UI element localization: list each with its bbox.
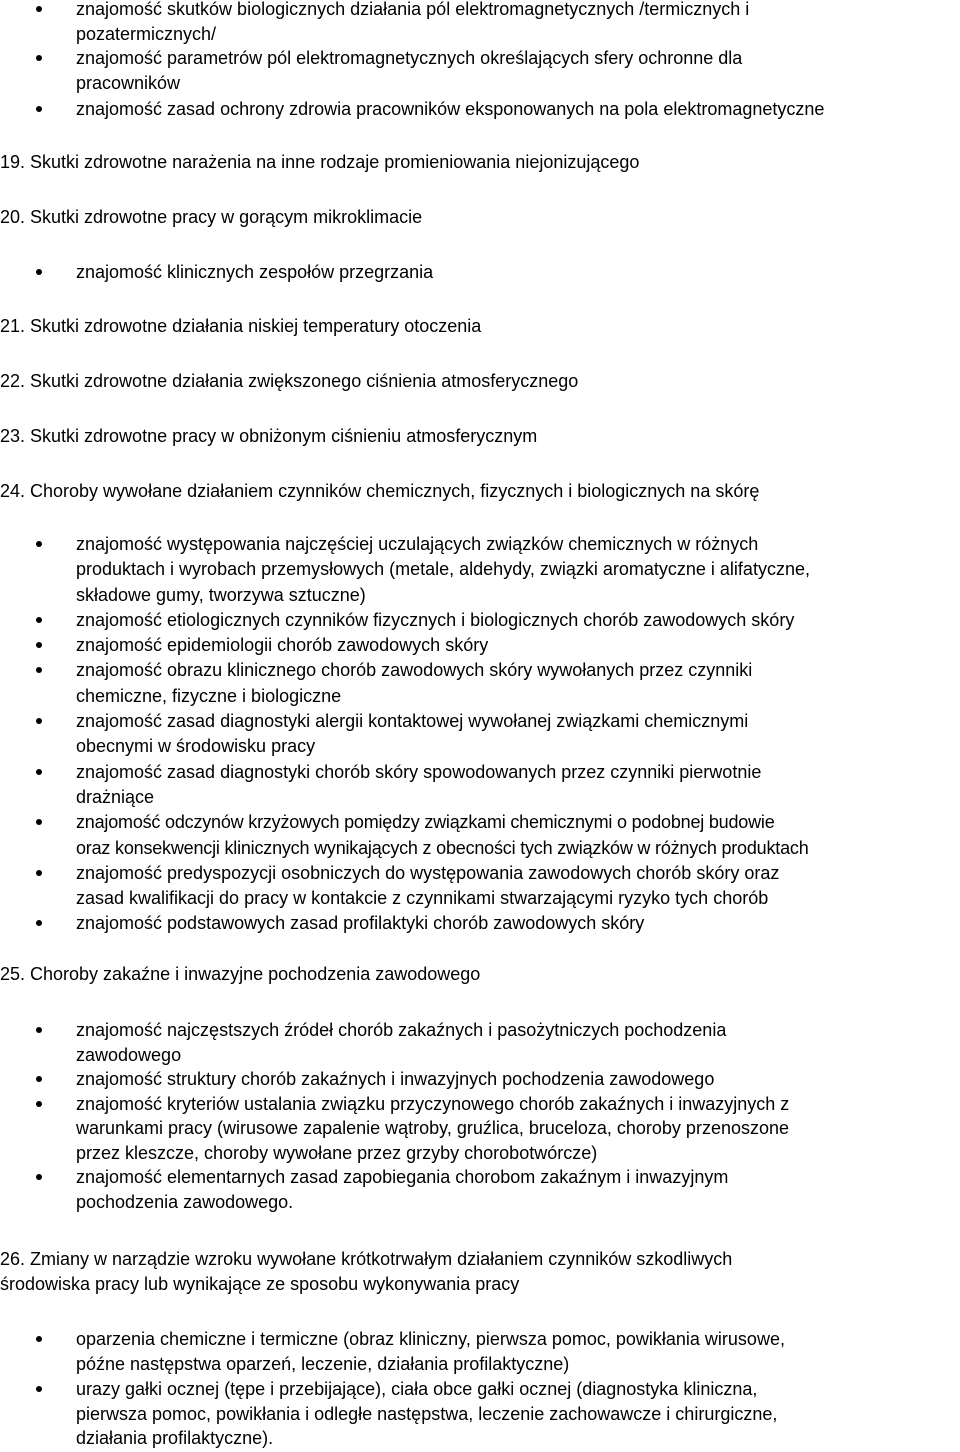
list-item: znajomość elementarnych zasad zapobiegania chorobom zakaźnym i inwazyjnym pochodzenia zawodowego. [0,1165,960,1214]
list-item: znajomość etiologicznych czynników fizycznych i biologicznych chorób zawodowych skóry [0,608,960,633]
list-block-20 [0,260,960,285]
list-item: znajomość zasad ochrony zdrowia pracowników eksponowanych na pola elektromagnetyczne [0,97,960,122]
section-heading-20: 20. Skutki zdrowotne pracy w gorącym mikroklimacie [0,207,423,227]
list-block-25 [0,1018,960,1214]
list-item: znajomość występowania najczęściej uczulających związków chemicznych w różnych produktach i wyrobach przemysłowych (metale, aldehydy, związki aromatyczne i alifatyczne, składowe gumy, tworzywa sztuczne) [0,532,960,608]
list-item: znajomość klinicznych zespołów przegrzania [0,260,960,285]
list-item: znajomość zasad diagnostyki chorób skóry spowodowanych przez czynniki pierwotnie drażniące [0,760,960,811]
section-heading-24: 24. Choroby wywołane działaniem czynników chemicznych, fizycznych i biologicznych na skórę [0,481,760,501]
list-item: urazy gałki ocznej (tępe i przebijające), ciała obce gałki ocznej (diagnostyka kliniczna, pierwsza pomoc, powikłania i odległe następstwa, leczenie zachowawcze i chirurgiczne, działania profilaktyczne). [0,1377,960,1451]
section-heading-25: 25. Choroby zakaźne i inwazyjne pochodzenia zawodowego [0,964,481,984]
list-item: znajomość odczynów krzyżowych pomiędzy związkami chemicznymi o podobnej budowie oraz konsekwencji klinicznych wynikających z obecności tych związków w różnych produktach [0,810,960,861]
section-heading-19: 19. Skutki zdrowotne narażenia na inne rodzaje promieniowania niejonizującego [0,152,640,172]
list-item: znajomość struktury chorób zakaźnych i inwazyjnych pochodzenia zawodowego [0,1067,960,1092]
list-item: znajomość predyspozycji osobniczych do występowania zawodowych chorób skóry oraz zasad kwalifikacji do pracy w kontakcie z czynnikami stwarzającymi ryzyko tych chorób [0,861,960,912]
list-item: znajomość obrazu klinicznego chorób zawodowych skóry wywołanych przez czynniki chemiczne, fizyczne i biologiczne [0,658,960,709]
section-heading-23: 23. Skutki zdrowotne pracy w obniżonym ciśnieniu atmosferycznym [0,426,538,446]
list-block-26 [0,1327,960,1451]
list-item: znajomość epidemiologii chorób zawodowych skóry [0,633,960,658]
list-item: znajomość skutków biologicznych działania pól elektromagnetycznych /termicznych i pozatermicznych/ [0,0,960,46]
list-item: znajomość najczęstszych źródeł chorób zakaźnych i pasożytniczych pochodzenia zawodowego [0,1018,960,1067]
section-heading-21: 21. Skutki zdrowotne działania niskiej temperatury otoczenia [0,316,482,336]
list-item: znajomość zasad diagnostyki alergii kontaktowej wywołanej związkami chemicznymi obecnymi w środowisku pracy [0,709,960,760]
section-heading-26: 26. Zmiany w narządzie wzroku wywołane krótkotrwałym działaniem czynników szkodliwych środowiska pracy lub wynikające ze sposobu wykonywania pracy [0,1249,733,1294]
list-item: znajomość podstawowych zasad profilaktyki chorób zawodowych skóry [0,911,960,936]
list-item: oparzenia chemiczne i termiczne (obraz kliniczny, pierwsza pomoc, powikłania wirusowe, późne następstwa oparzeń, leczenie, działania profilaktyczne) [0,1327,960,1376]
section-heading-22: 22. Skutki zdrowotne działania zwiększonego ciśnienia atmosferycznego [0,371,579,391]
list-block-18 [0,0,960,122]
list-item: znajomość kryteriów ustalania związku przyczynowego chorób zakaźnych i inwazyjnych z warunkami pracy (wirusowe zapalenie wątroby, gruźlica, bruceloza, choroby przenoszone przez kleszcze, choroby wywołane przez grzyby chorobotwórcze) [0,1092,960,1166]
list-item: znajomość parametrów pól elektromagnetycznych określających sfery ochronne dla pracowników [0,46,960,95]
list-block-24 [0,532,960,937]
